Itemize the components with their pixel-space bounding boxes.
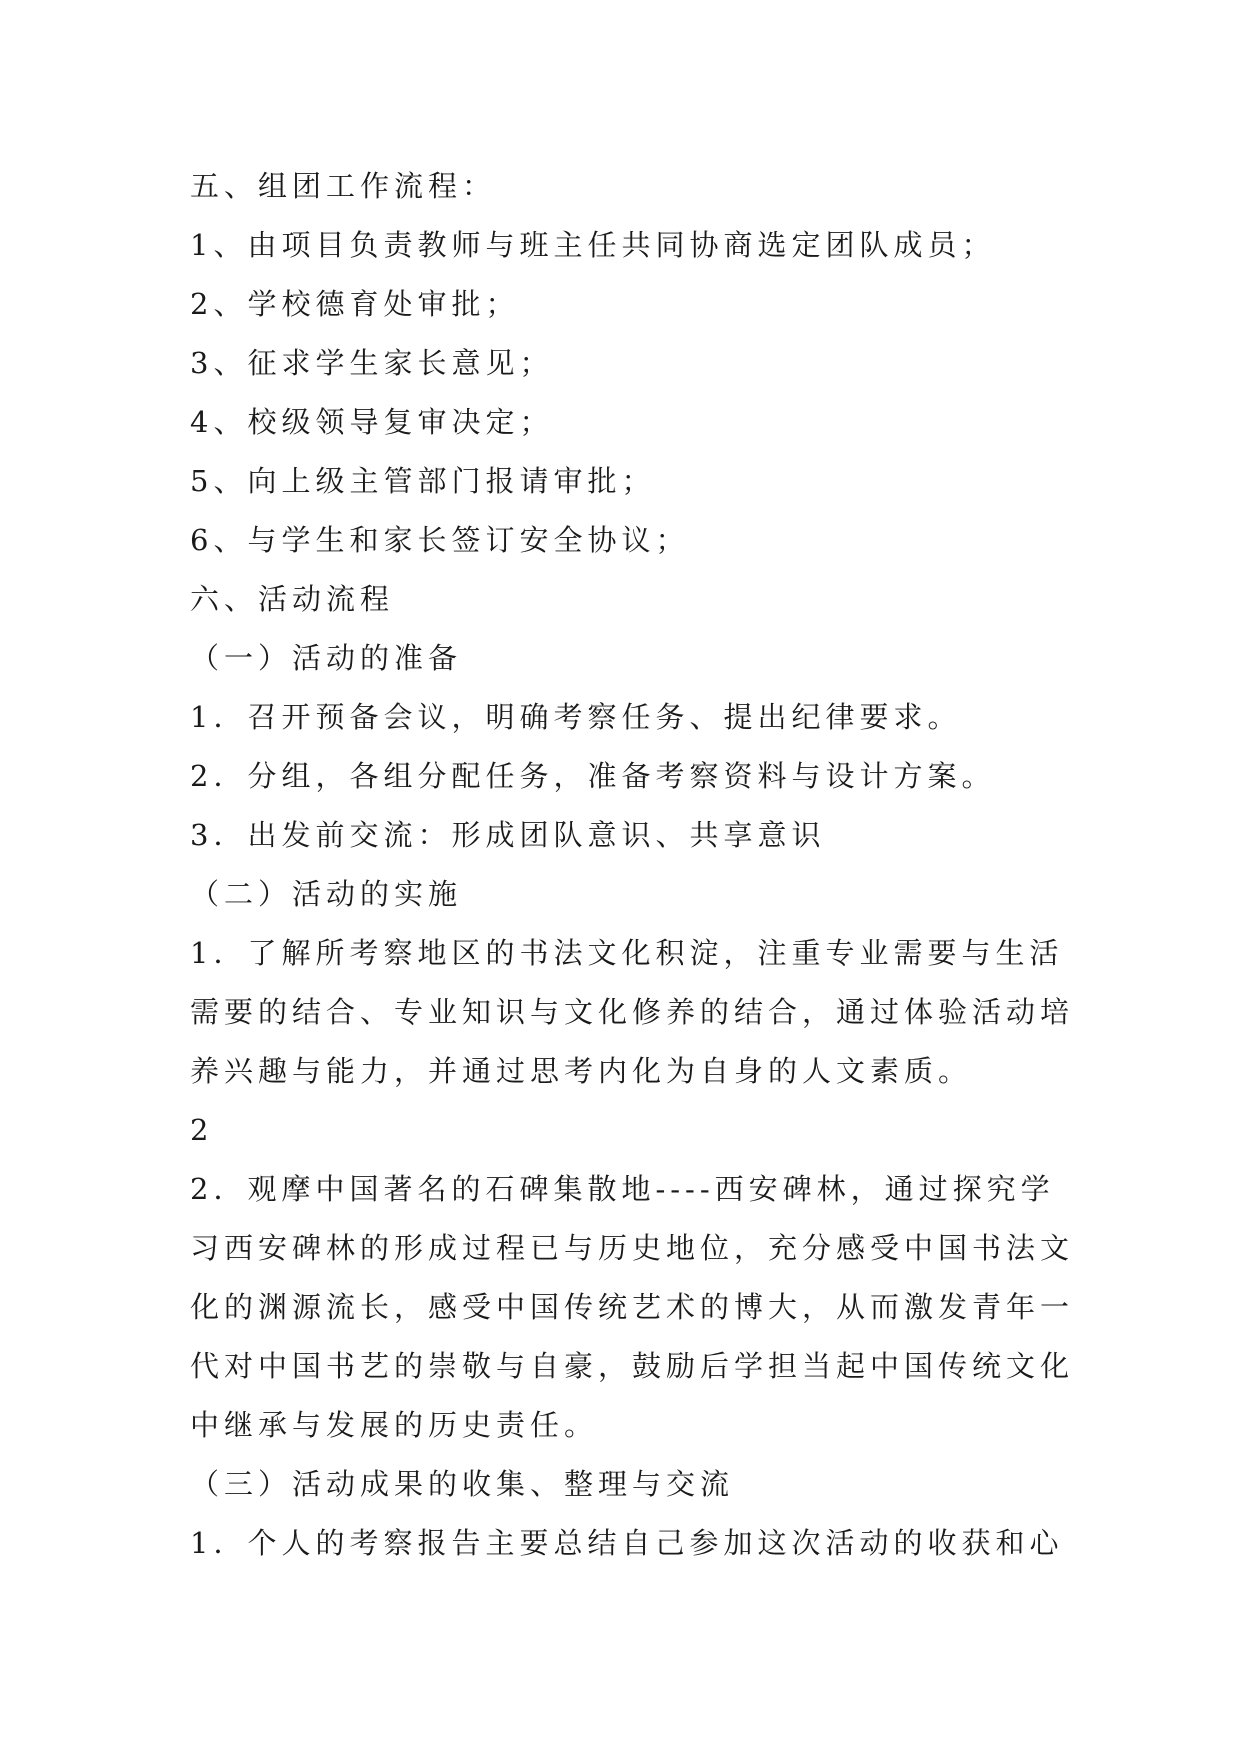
list-item: 1．召开预备会议，明确考察任务、提出纪律要求。 bbox=[190, 700, 962, 734]
list-item: 4、校级领导复审决定； bbox=[190, 405, 554, 439]
subsection-heading-3: （三）活动成果的收集、整理与交流 bbox=[190, 1467, 735, 1501]
paragraph-line: 需要的结合、专业知识与文化修养的结合，通过体验活动培 bbox=[190, 995, 1075, 1029]
paragraph-line: 1．个人的考察报告主要总结自己参加这次活动的收获和心 bbox=[190, 1526, 1064, 1560]
list-item: 3、征求学生家长意见； bbox=[190, 346, 554, 380]
section-heading-6: 六、活动流程 bbox=[190, 582, 395, 616]
subsection-heading-2: （二）活动的实施 bbox=[190, 877, 463, 911]
section-heading-5: 五、组团工作流程： bbox=[190, 169, 497, 203]
paragraph-line: 1．了解所考察地区的书法文化积淀，注重专业需要与生活 bbox=[190, 936, 1064, 970]
paragraph-line: 代对中国书艺的崇敬与自豪，鼓励后学担当起中国传统文化 bbox=[190, 1349, 1075, 1383]
paragraph-line: 2．观摩中国著名的石碑集散地----西安碑林，通过探究学 bbox=[190, 1172, 1055, 1206]
page-number: 2 bbox=[190, 1113, 214, 1147]
paragraph-line: 化的渊源流长，感受中国传统艺术的博大，从而激发青年一 bbox=[190, 1290, 1075, 1324]
list-item: 5、向上级主管部门报请审批； bbox=[190, 464, 656, 498]
list-item: 6、与学生和家长签订安全协议； bbox=[190, 523, 690, 557]
paragraph-line: 习西安碑林的形成过程已与历史地位，充分感受中国书法文 bbox=[190, 1231, 1075, 1265]
list-item: 2、学校德育处审批； bbox=[190, 287, 520, 321]
list-item: 2．分组，各组分配任务，准备考察资料与设计方案。 bbox=[190, 759, 996, 793]
paragraph-line: 中继承与发展的历史责任。 bbox=[190, 1408, 599, 1442]
list-item: 3．出发前交流：形成团队意识、共享意识 bbox=[190, 818, 826, 852]
subsection-heading-1: （一）活动的准备 bbox=[190, 641, 463, 675]
list-item: 1、由项目负责教师与班主任共同协商选定团队成员； bbox=[190, 228, 996, 262]
paragraph-line: 养兴趣与能力，并通过思考内化为自身的人文素质。 bbox=[190, 1054, 973, 1088]
